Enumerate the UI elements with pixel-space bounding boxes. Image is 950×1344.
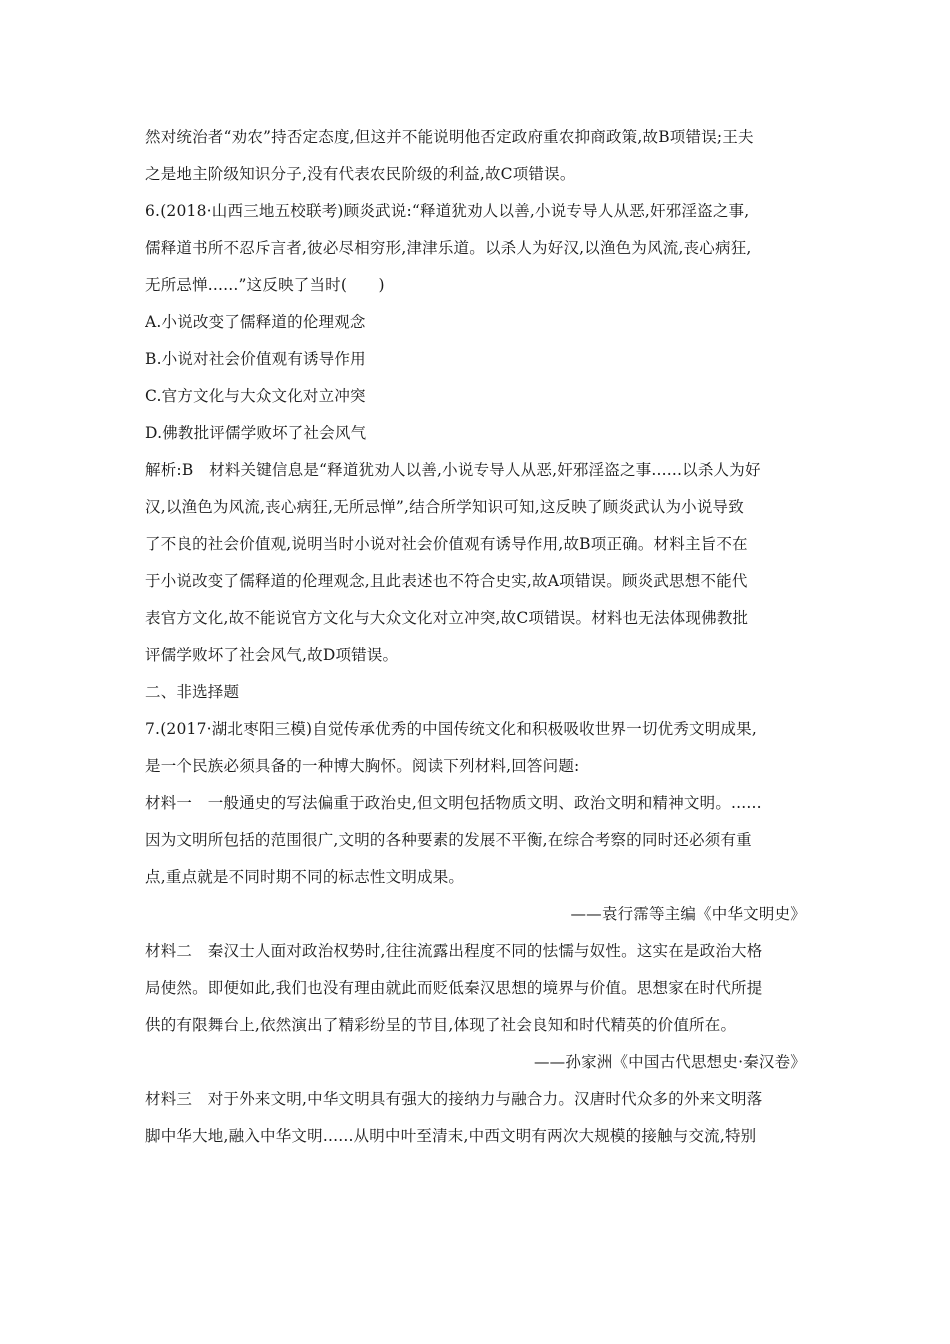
question-7-stem: 是一个民族必须具备的一种博大胸怀。阅读下列材料,回答问题: — [145, 757, 580, 775]
analysis-line: 了不良的社会价值观,说明当时小说对社会价值观有诱导作用,故B项正确。材料主旨不在 — [145, 535, 748, 553]
material-1: 因为文明所包括的范围很广,文明的各种要素的发展不平衡,在综合考察的同时还必须有重 — [145, 831, 752, 849]
question-6-stem: 6.(2018·山西三地五校联考)顾炎武说:“释道犹劝人以善,小说专导人从恶,奸邪淫盗之事, — [145, 202, 750, 220]
material-3: 脚中华大地,融入中华文明......从明中叶至清末,中西文明有两次大规模的接触与交流,特别 — [145, 1127, 757, 1145]
analysis-line: 解析:B 材料关键信息是“释道犹劝人以善,小说专导人从恶,奸邪淫盗之事......以杀人为好 — [145, 461, 761, 479]
material-1-source: ——袁行霈等主编《中华文明史》 — [570, 905, 806, 923]
text-line: 之是地主阶级知识分子,没有代表农民阶级的利益,故C项错误。 — [145, 165, 576, 183]
option-c: C.官方文化与大众文化对立冲突 — [145, 387, 366, 405]
question-7-stem: 7.(2017·湖北枣阳三模)自觉传承优秀的中国传统文化和积极吸收世界一切优秀文明成果, — [145, 720, 757, 738]
material-2: 材料二 秦汉士人面对政治权势时,往往流露出程度不同的怯懦与奴性。这实在是政治大格 — [145, 942, 763, 960]
option-a: A.小说改变了儒释道的伦理观念 — [145, 313, 366, 331]
material-3: 材料三 对于外来文明,中华文明具有强大的接纳力与融合力。汉唐时代众多的外来文明落 — [145, 1090, 763, 1108]
question-6-stem: 儒释道书所不忍斥言者,彼必尽相穷形,津津乐道。以杀人为好汉,以渔色为风流,丧心病狂, — [145, 239, 752, 257]
option-b: B.小说对社会价值观有诱导作用 — [145, 350, 366, 368]
material-1: 点,重点就是不同时期不同的标志性文明成果。 — [145, 868, 465, 886]
text-line: 然对统治者“劝农”持否定态度,但这并不能说明他否定政府重农抑商政策,故B项错误;王夫 — [145, 128, 754, 146]
document-page — [145, 119, 810, 1155]
material-2: 供的有限舞台上,依然演出了精彩纷呈的节目,体现了社会良知和时代精英的价值所在。 — [145, 1016, 737, 1034]
analysis-line: 汉,以渔色为风流,丧心病狂,无所忌惮”,结合所学知识可知,这反映了顾炎武认为小说导致 — [145, 498, 744, 516]
material-1: 材料一 一般通史的写法偏重于政治史,但文明包括物质文明、政治文明和精神文明。...... — [145, 794, 762, 812]
option-d: D.佛教批评儒学败坏了社会风气 — [145, 424, 367, 442]
section-heading: 二、非选择题 — [145, 683, 240, 701]
analysis-line: 于小说改变了儒释道的伦理观念,且此表述也不符合史实,故A项错误。顾炎武思想不能代 — [145, 572, 748, 590]
material-2: 局使然。即便如此,我们也没有理由就此而贬低秦汉思想的境界与价值。思想家在时代所提 — [145, 979, 763, 997]
material-2-source: ——孙家洲《中国古代思想史·秦汉卷》 — [533, 1053, 806, 1071]
analysis-line: 评儒学败坏了社会风气,故D项错误。 — [145, 646, 399, 664]
question-6-stem: 无所忌惮......”这反映了当时( ) — [145, 276, 385, 294]
analysis-line: 表官方文化,故不能说官方文化与大众文化对立冲突,故C项错误。材料也无法体现佛教批 — [145, 609, 749, 627]
